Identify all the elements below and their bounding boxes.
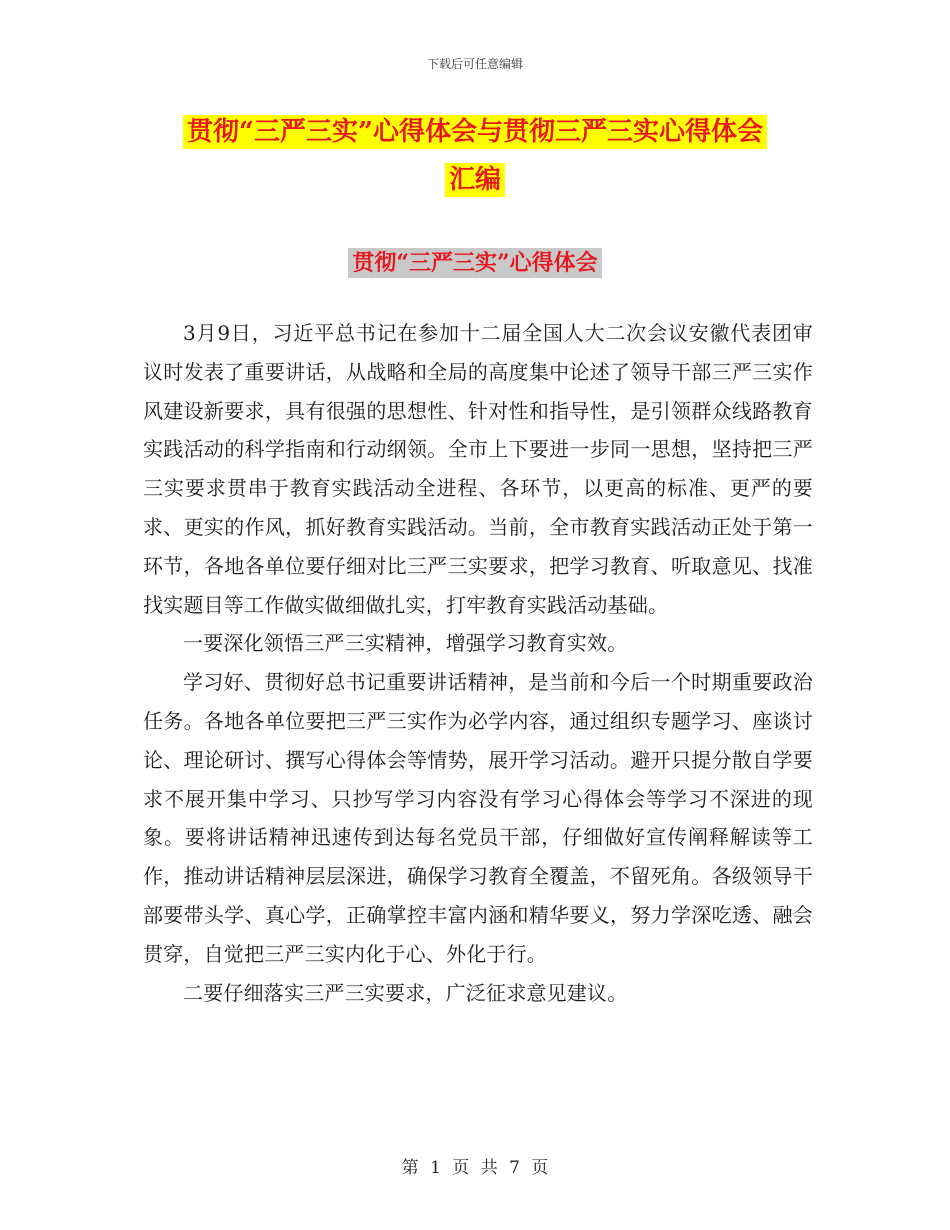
header-note: 下载后可任意编辑 xyxy=(426,57,523,71)
document-title-line-2: 汇编 xyxy=(445,163,505,197)
paragraph-4: 二要仔细落实三严三实要求，广泛征求意见建议。 xyxy=(183,980,628,1005)
page-footer: 第 1 页 共 7 页 xyxy=(401,1158,549,1178)
document-title-line-1: 贯彻“三严三实”心得体会与贯彻三严三实心得体会 xyxy=(183,115,767,149)
section-title-text: 贯彻“三严三实”心得体会 xyxy=(348,248,601,278)
document-body xyxy=(143,314,813,1012)
paragraph-2: 一要深化领悟三严三实精神，增强学习教育实效。 xyxy=(183,631,628,656)
paragraph-3: 学习好、贯彻好总书记重要讲话精神，是当前和今后一个时期重要政治任务。各地各单位要把三严三实作为必学内容，通过组织专题学习、座谈讨论、理论研讨、撰写心得体会等情势，展开学习活动。避开只提分散自学要求不展开集中学习、只抄写学习内容没有学习心得体会等学习不深进的现象。要将讲话精神迅速传到达每名党员干部，仔细做好宣传阐释解读等工作，推动讲话精神层层深进，确保学习教育全覆盖，不留死角。各级领导干部要带头学、真心学，正确掌控丰富内涵和精华要义，努力学深吃透、融会贯穿，自觉把三严三实内化于心、外化于行。 xyxy=(143,670,813,966)
paragraph-1: 3月9日，习近平总书记在参加十二届全国人大二次会议安徽代表团审议时发表了重要讲话，从战略和全局的高度集中论述了领导干部三严三实作风建设新要求，具有很强的思想性、针对性和指导性，是引领群众线路教育实践活动的科学指南和行动纲领。全市上下要进一步同一思想，坚持把三严三实要求贯串于教育实践活动全进程、各环节，以更高的标准、更严的要求、更实的作风，抓好教育实践活动。当前，全市教育实践活动正处于第一环节，各地各单位要仔细对比三严三实要求，把学习教育、听取意见、找准找实题目等工作做实做细做扎实，打牢教育实践活动基础。 xyxy=(143,321,813,617)
section-title xyxy=(0,246,950,277)
document-title xyxy=(0,108,950,204)
